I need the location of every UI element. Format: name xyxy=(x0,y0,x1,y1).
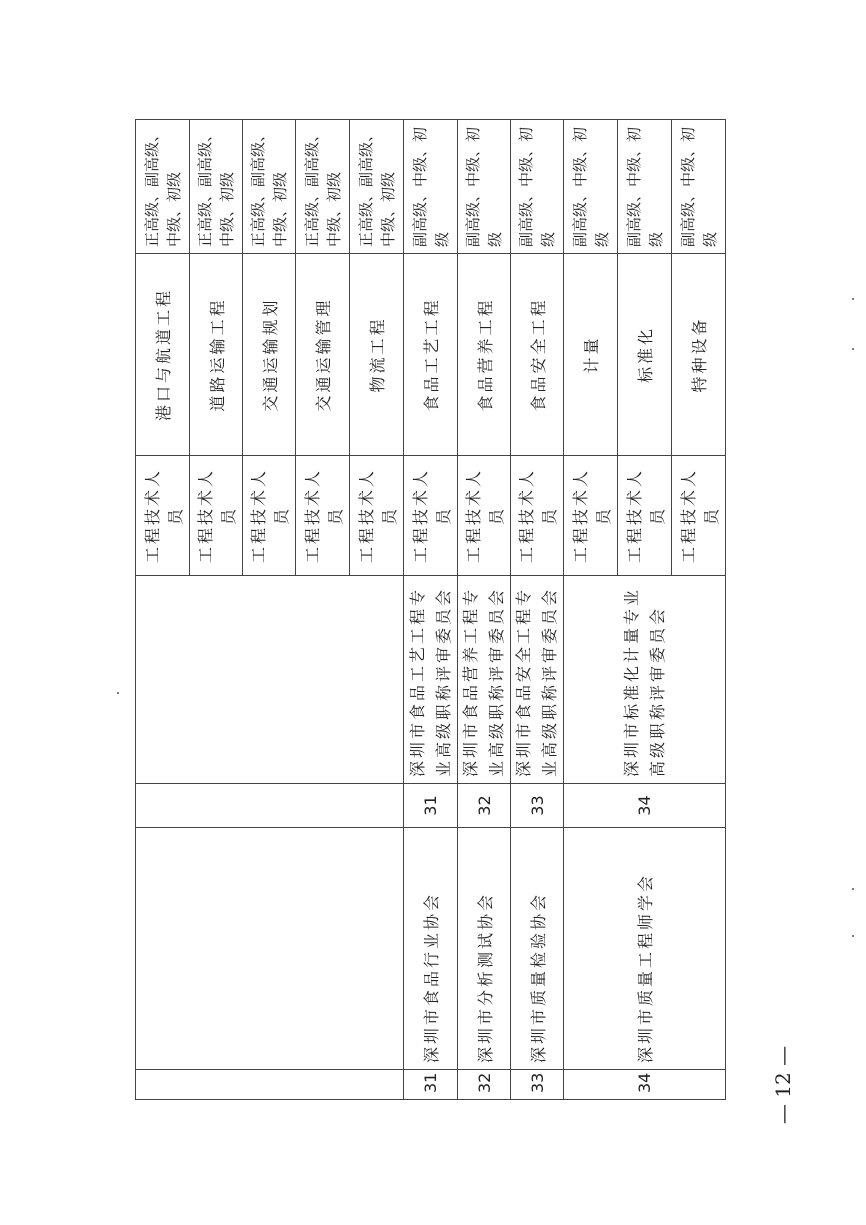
specialty-cell: 特种设备 xyxy=(672,254,726,456)
specialty-cell: 食品营养工程 xyxy=(458,254,511,456)
no-cell: 32 xyxy=(458,1070,511,1100)
staff-cell: 工程技术人员 xyxy=(672,456,726,576)
specialty-cell: 食品工艺工程 xyxy=(404,254,458,456)
scan-speck xyxy=(117,692,119,694)
level-cell: 正高级、副高级、中级、初级 xyxy=(243,120,296,254)
no-cell: 34 xyxy=(564,1070,726,1100)
no-cell: 31 xyxy=(404,1070,458,1100)
staff-cell: 工程技术人员 xyxy=(190,456,243,576)
level-cell: 正高级、副高级、中级、初级 xyxy=(296,120,350,254)
staff-cell: 工程技术人员 xyxy=(564,456,618,576)
level-cell: 副高级、中级、初级 xyxy=(672,120,726,254)
committee-cell: 深圳市食品工艺工程专业高级职称评审委员会 xyxy=(404,576,458,784)
staff-cell: 工程技术人员 xyxy=(618,456,672,576)
specialty-cell: 计量 xyxy=(564,254,618,456)
org-cell: 深圳市食品行业协会 xyxy=(404,828,458,1070)
level-cell: 副高级、中级、初级 xyxy=(458,120,511,254)
no-cell: 33 xyxy=(511,1070,564,1100)
scan-speck xyxy=(852,888,854,890)
scan-speck xyxy=(852,935,854,937)
org-cell xyxy=(136,828,404,1070)
staff-cell: 工程技术人员 xyxy=(404,456,458,576)
scan-speck xyxy=(852,298,854,300)
level-cell: 正高级、副高级、中级、初级 xyxy=(350,120,404,254)
no-cell xyxy=(136,1070,404,1100)
level-cell: 副高级、中级、初级 xyxy=(404,120,458,254)
specialty-cell: 交通运输规划 xyxy=(243,254,296,456)
specialty-cell: 物流工程 xyxy=(350,254,404,456)
level-cell: 副高级、中级、初级 xyxy=(511,120,564,254)
committee-cell: 深圳市标准化计量专业高级职称评审委员会 xyxy=(564,576,726,784)
level-cell: 副高级、中级、初级 xyxy=(564,120,618,254)
scan-speck xyxy=(852,348,854,350)
page-number-text: — 12 — xyxy=(771,1045,796,1125)
committee-no-cell: 34 xyxy=(564,784,726,828)
committee-no-cell: 33 xyxy=(511,784,564,828)
committee-cell xyxy=(136,576,404,784)
org-cell: 深圳市分析测试协会 xyxy=(458,828,511,1070)
rotated-table-container xyxy=(135,120,725,1100)
staff-cell: 工程技术人员 xyxy=(136,456,190,576)
specialty-cell: 交通运输管理 xyxy=(296,254,350,456)
page-number xyxy=(771,1045,795,1125)
staff-cell: 工程技术人员 xyxy=(458,456,511,576)
staff-cell: 工程技术人员 xyxy=(350,456,404,576)
staff-cell: 工程技术人员 xyxy=(243,456,296,576)
level-cell: 正高级、副高级、中级、初级 xyxy=(136,120,190,254)
specialty-cell: 标准化 xyxy=(618,254,672,456)
table-row xyxy=(404,120,458,1100)
committee-no-cell: 32 xyxy=(458,784,511,828)
qualification-table xyxy=(135,119,726,1100)
specialty-cell: 食品安全工程 xyxy=(511,254,564,456)
org-cell: 深圳市质量工程师学会 xyxy=(564,828,726,1070)
staff-cell: 工程技术人员 xyxy=(511,456,564,576)
committee-cell: 深圳市食品营养工程专业高级职称评审委员会 xyxy=(458,576,511,784)
level-cell: 正高级、副高级、中级、初级 xyxy=(190,120,243,254)
table-row xyxy=(511,120,564,1100)
specialty-cell: 道路运输工程 xyxy=(190,254,243,456)
level-cell: 副高级、中级、初级 xyxy=(618,120,672,254)
table-row xyxy=(136,120,190,1100)
staff-cell: 工程技术人员 xyxy=(296,456,350,576)
org-cell: 深圳市质量检验协会 xyxy=(511,828,564,1070)
specialty-cell: 港口与航道工程 xyxy=(136,254,190,456)
table-row xyxy=(458,120,511,1100)
committee-cell: 深圳市食品安全工程专业高级职称评审委员会 xyxy=(511,576,564,784)
committee-no-cell: 31 xyxy=(404,784,458,828)
table-row xyxy=(564,120,618,1100)
committee-no-cell xyxy=(136,784,404,828)
